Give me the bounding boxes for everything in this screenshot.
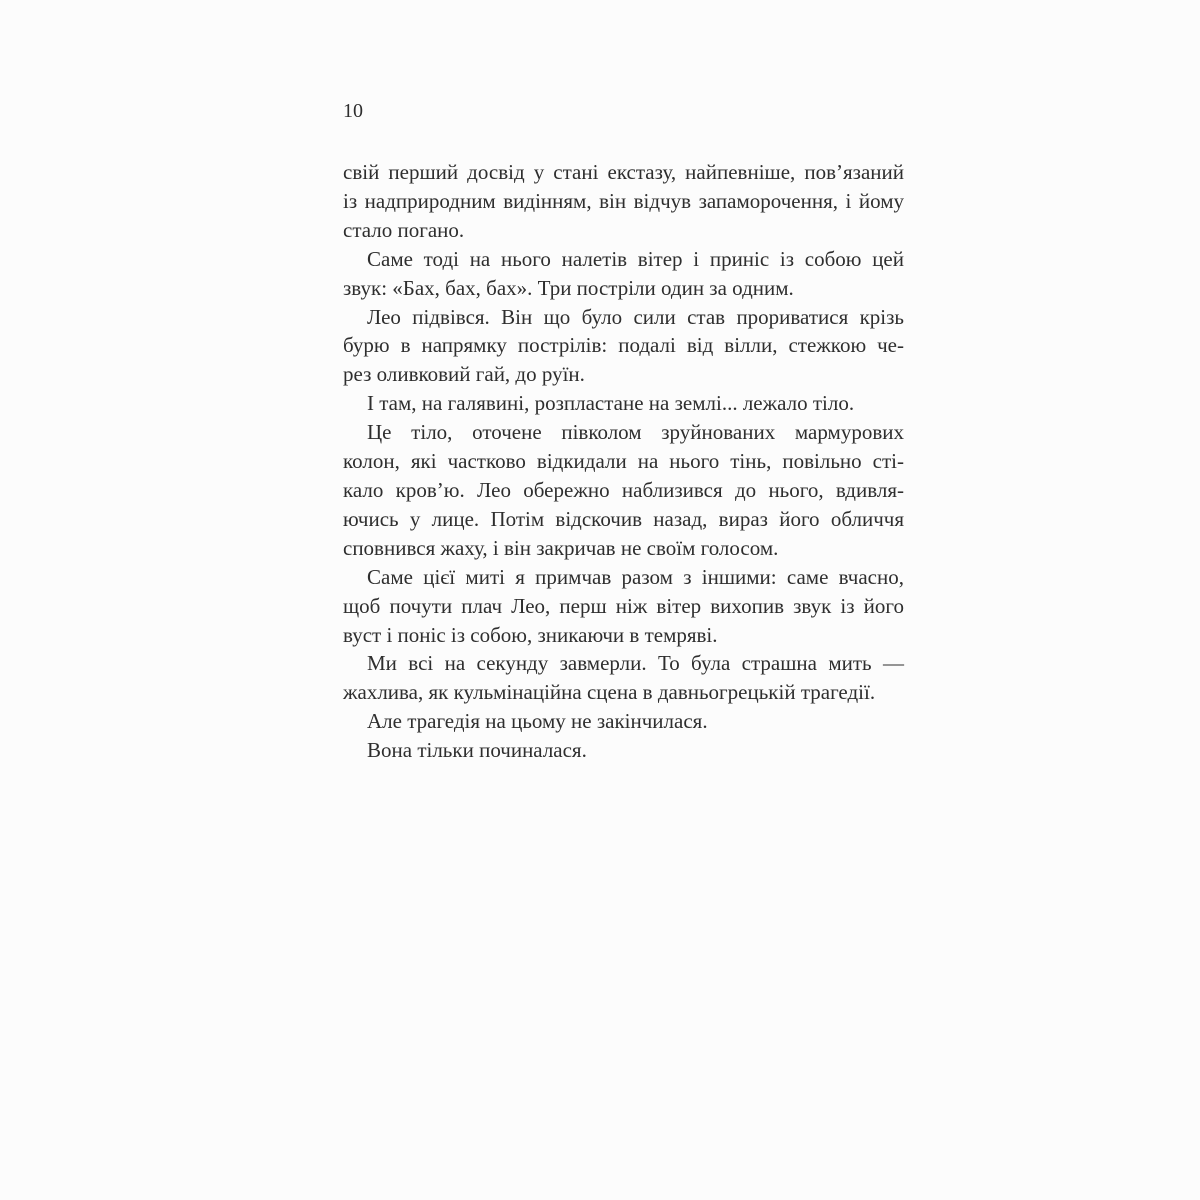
text-line: жахлива, як кульмінаційна сцена в давньогрецькій трагедії.	[343, 680, 876, 705]
text-line: сповнився жаху, і він закричав не своїм голосом.	[343, 535, 779, 560]
paragraph	[343, 707, 904, 736]
page-text-column	[343, 158, 904, 765]
page-number: 10	[343, 100, 363, 122]
text-line: свій перший досвід у стані екстазу, найпевніше, пов’язаний	[343, 160, 904, 184]
text-line: звук: «Бах, бах, бах». Три постріли один за одним.	[343, 275, 794, 300]
text-line: Саме цієї миті я примчав разом з іншими: саме вчасно,	[367, 564, 904, 589]
text-line: ючись у лице. Потім відскочив назад, вираз його обличчя	[343, 506, 904, 531]
text-line: Але трагедія на цьому не закінчилася.	[367, 709, 708, 734]
text-line: колон, які частково відкидали на нього тінь, повільно сті-	[343, 449, 904, 474]
text-line: Лео підвівся. Він що було сили став прориватися крізь	[367, 304, 904, 329]
paragraph	[343, 303, 904, 390]
paragraph	[343, 389, 904, 418]
text-line: Це тіло, оточене півколом зруйнованих мармурових	[367, 420, 904, 445]
text-line: рез оливковий гай, до руїн.	[343, 362, 585, 387]
paragraph	[343, 245, 904, 303]
text-line: із надприродним видінням, він відчув запаморочення, і йому	[343, 188, 904, 213]
text-line: стало погано.	[343, 217, 465, 242]
paragraph	[343, 563, 904, 650]
text-line: кало кров’ю. Лео обережно наблизився до нього, вдивля-	[343, 477, 904, 502]
paragraph	[343, 649, 904, 707]
text-line: І там, на галявині, розпластане на землі... лежало тіло.	[367, 391, 855, 416]
text-line: Саме тоді на нього налетів вітер і приніс із собою цей	[367, 246, 904, 271]
paragraph	[343, 158, 904, 245]
text-line: Вона тільки починалася.	[367, 738, 587, 763]
text-line: Ми всі на секунду завмерли. То була страшна мить —	[367, 651, 904, 676]
paragraph	[343, 418, 904, 563]
text-line: вуст і поніс із собою, зникаючи в темряві.	[343, 622, 718, 647]
paragraph	[343, 736, 904, 765]
text-line: бурю в напрямку пострілів: подалі від вілли, стежкою че-	[343, 333, 904, 358]
text-line: щоб почути плач Лео, перш ніж вітер вихопив звук із його	[343, 593, 904, 618]
